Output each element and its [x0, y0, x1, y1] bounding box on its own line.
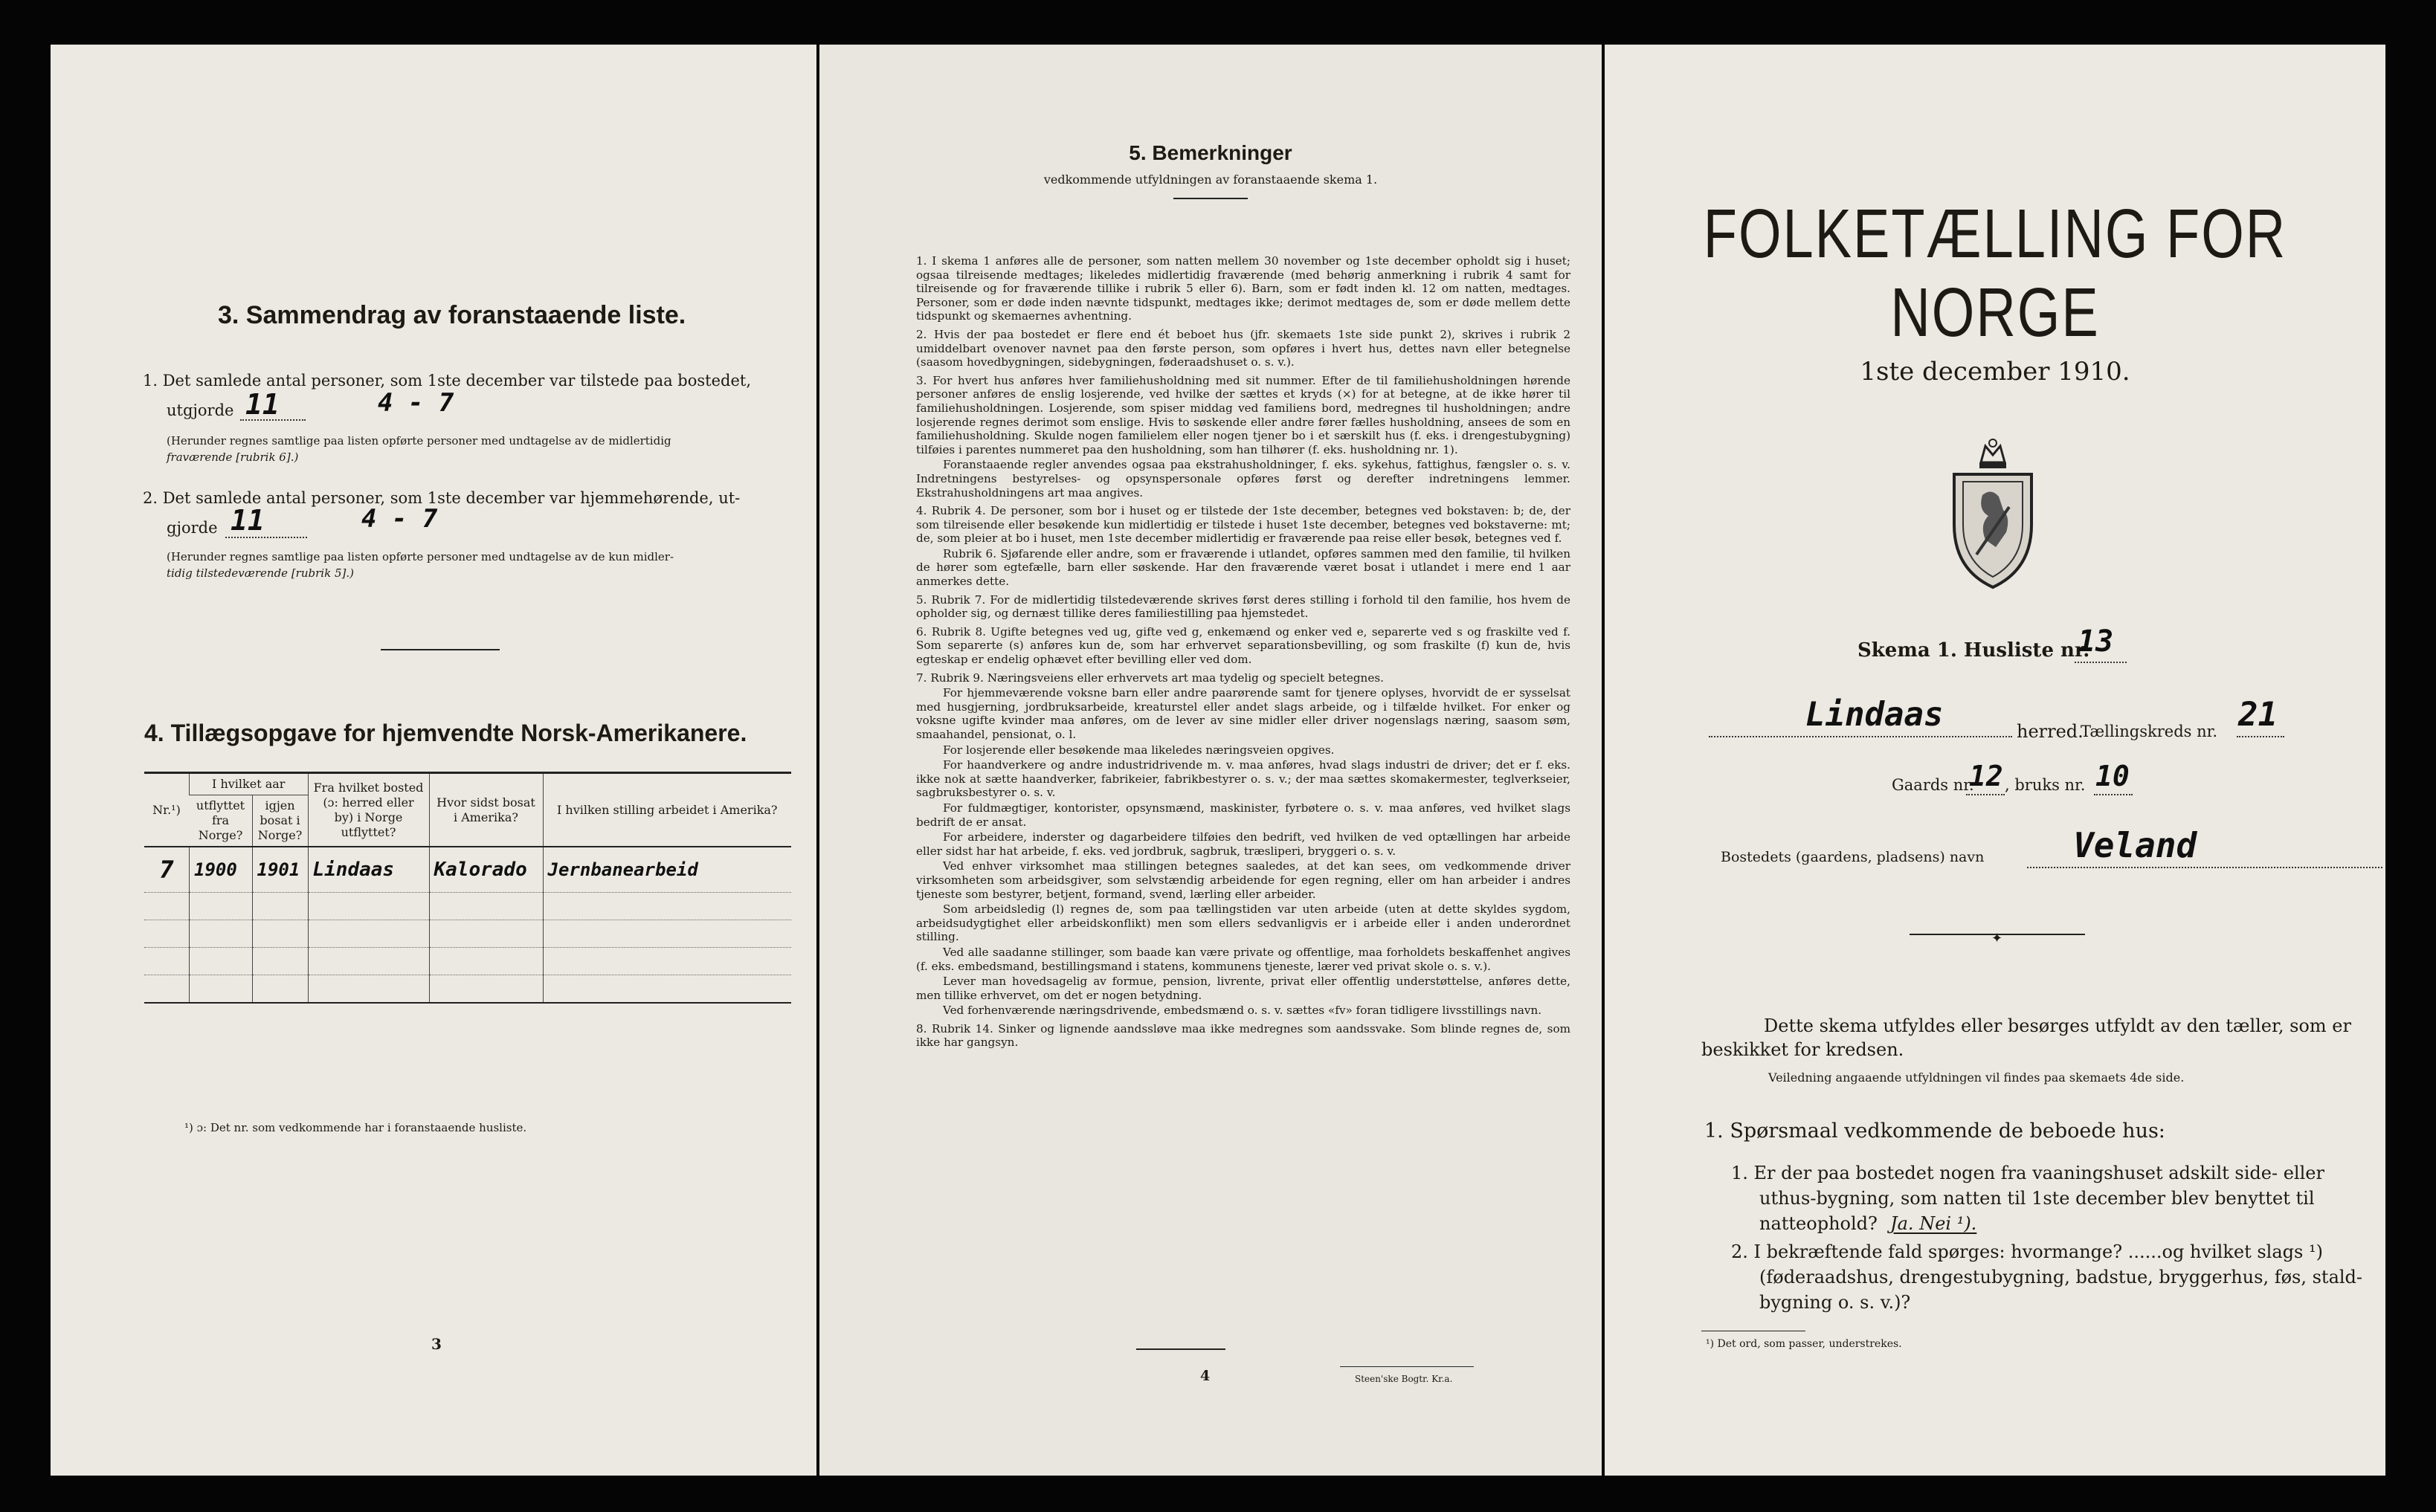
remark-paragraph: 2. Hvis der paa bostedet er flere end ét beboet hus (jfr. skemaets 1ste side punkt 2), skrives i rubrik 2 umiddelbart ovenover navnet paa den første person, som opføres i hvert hus, dettes navn eller betegnelse (saasom hovedbygningen, sidebygningen, føderaadshuset o. s. v.).	[916, 327, 1570, 369]
remark-paragraph: 4. Rubrik 4. De personer, som bor i huset og er tilstede der 1ste december, betegnes ved bokstaven: b; de, der som tilreisende eller besøkende kun midlertidig er tilstede i huset 1ste december, betegnes ved bokstaverne: mt; de, som pleier at bo i huset, men 1ste december midlertidig er fraværende paa reise eller besøk, betegnes ved f.	[916, 504, 1570, 546]
remarks-title: 5. Bemerkninger	[1129, 141, 1292, 164]
item-2-note-a: (Herunder regnes samtlige paa listen opførte personer med undtagelse av de kun midler-	[167, 550, 674, 563]
page-right	[1605, 45, 2385, 1476]
remark-paragraph: 5. Rubrik 7. For de midlertidig tilstedeværende skrives først deres stilling i forhold til den familie, hos hvem de opholder sig, og dernæst tillike deres familiestilling paa hjemstedet.	[916, 592, 1570, 621]
divider	[381, 649, 500, 650]
remark-paragraph: For hjemmeværende voksne barn eller andre paarørende samt for tjenere oplyses, hvorvidt de er sysselsat med husgjerning, jordbruksarbeide, kreaturstel eller andet slags arbeide, og i tilfælde hvilket. For enker og voksne ugifte kvinder maa anføres, om de lever av sine midler eller driver nogenslags næring, saasom søm, smaahandel, pensionat, o. l.	[916, 686, 1570, 741]
item-1-value: 11	[245, 388, 280, 421]
question-1-answer: Ja. Nei ¹).	[1890, 1213, 1977, 1234]
remark-paragraph: Som arbeidsledig (l) regnes de, som paa tællingstiden var uten arbeide (uten at dette skyldes sygdom, arbeidsudygtighet eller arbeidskonflikt) men som ellers sedvanligvis er i arbeide eller i anden underordnet stilling.	[916, 902, 1570, 944]
page-number-3: 3	[431, 1335, 442, 1353]
col-utflyttet: utflyttet fra Norge?	[196, 798, 245, 842]
remark-paragraph: 8. Rubrik 14. Sinker og lignende aandssløve maa ikke medregnes som aandssvake. Som blinde regnes de, som ikke har gangsyn.	[916, 1021, 1570, 1050]
remark-paragraph: 6. Rubrik 8. Ugifte betegnes ved ug, gifte ved g, enkemænd og enker ved e, separerte ved s og fraskilte ved f. Som separerte (s) anføres kun de, som har erhvervet separationsbevilling, og som fraskilte (f) kun de, hvis egteskap er endelig ophævet efter bevilling eller ved dom.	[916, 624, 1570, 667]
item-2-value: 11	[231, 504, 265, 537]
bruks-label: , bruks nr.	[2005, 776, 2086, 794]
remark-paragraph: 1. I skema 1 anføres alle de personer, som natten mellem 30 november og 1ste december opholdt sig i huset; ogsaa tilreisende medtages; likeledes midlertidig fraværende (med behørig anmerkning i rubrik 4 samt for tilreisende og for fraværende tillike i rubrik 5 eller 6). Barn, som er født inden kl. 12 om natten, medtages. Personer, som er døde inden nævnte tidspunkt, medtages ikke; derimot medtages de, som er døde mellem dette tidspunkt og skemaernes avhentning.	[916, 254, 1570, 323]
end-rule	[1136, 1348, 1225, 1350]
remark-paragraph: For losjerende eller besøkende maa likeledes næringsveien opgives.	[943, 743, 1335, 757]
bosted-value: Veland	[2073, 825, 2197, 865]
remark-paragraph: Lever man hovedsagelig av formue, pension, livrente, privat eller offentlig understøttelse, anføres dette, men tillike erhvervet, om det er nogen betydning.	[916, 975, 1570, 1002]
remarks-subtitle: vedkommende utfyldningen av foranstaaende skema 1.	[1043, 172, 1378, 187]
herred-label: herred.	[2017, 721, 2084, 742]
col-group-year: I hvilket aar	[190, 773, 309, 795]
table-row	[144, 847, 791, 893]
ornament-icon: ✦	[1991, 931, 2003, 946]
husliste-nr: 13	[2078, 624, 2114, 659]
coat-of-arms-icon	[1947, 436, 2039, 592]
veiledning-note: Veiledning angaaende utfyldningen vil findes paa skemaets 4de side.	[1768, 1070, 2185, 1085]
question-2-line-1: 2. I bekræftende fald spørges: hvormange? ......og hvilket slags ¹)	[1731, 1241, 2323, 1262]
question-2-line-3: bygning o. s. v.)?	[1759, 1292, 1911, 1313]
intro-line-1: Dette skema utfyldes eller besørges utfyldt av den tæller, som er	[1764, 1015, 2351, 1036]
question-1-line-1: 1. Er der paa bostedet nogen fra vaaningshuset adskilt side- eller	[1731, 1163, 2324, 1183]
remark-paragraph: Ved enhver virksomhet maa stillingen betegnes saaledes, at det kan sees, om vedkommende driver virksomheten som arbeidsgiver, som selvstændig arbeidende for egen regning, eller om han arbeider i andres tjeneste som bestyrer, betjent, formand, svend, lærling eller arbeider.	[916, 859, 1570, 901]
item-2-note-b: tidig tilstedeværende [rubrik 5].)	[167, 566, 354, 580]
remark-paragraph: 3. For hvert hus anføres hver familiehusholdning med sit nummer. Efter de til familiehusholdningen hørende personer anføres de enslig losjerende, ved hvilke der sættes et kryds (×) for at betegne, at de ikke hører til familiehusholdningen. Losjerende, som spiser middag ved familiens bord, medregnes til husholdningen; andre losjerende regnes derimot som enslige. Hvis to søskende eller andre fører fælles husholdning, ansees de som en familiehusholdning. Skulde nogen familielem eller nogen tjener bo i et særskilt hus (f. eks. i drengestubygning) tilføies i parentes nummeret paa den husholdning, som han tilhører (f. eks. husholdning nr. 1).	[916, 373, 1570, 456]
question-1-line-3: natteophold?	[1759, 1213, 1878, 1234]
table-footnote: ¹) ɔ: Det nr. som vedkommende har i foranstaaende husliste.	[184, 1121, 527, 1134]
item-1-extra: 4 - 7	[378, 388, 454, 418]
item-1-note-b: fraværende [rubrik 6].)	[167, 450, 299, 464]
gaards-value: 12	[1969, 760, 2003, 792]
remarks-body	[916, 254, 1570, 1054]
title-rule	[1173, 198, 1248, 199]
question-1-line-2: uthus-bygning, som natten til 1ste december blev benyttet til	[1759, 1188, 2315, 1209]
kreds-value: 21	[2238, 696, 2278, 734]
census-date: 1ste december 1910.	[1860, 357, 2130, 387]
bosted-label: Bostedets (gaardens, pladsens) navn	[1721, 849, 1985, 865]
summary-item-1: 1. Det samlede antal personer, som 1ste december var tilstede paa bostedet,	[143, 372, 752, 390]
col-igjen: igjen bosat i Norge?	[252, 795, 308, 847]
census-title: FOLKETÆLLING FOR NORGE	[1703, 195, 2287, 351]
cell-utflyttet: 1900	[190, 847, 253, 893]
question-2-line-2: (føderaadshus, drengestubygning, badstue, bryggerhus, føs, stald-	[1759, 1267, 2363, 1288]
printer-imprint: Steen'ske Bogtr. Kr.a.	[1355, 1374, 1453, 1384]
page-middle	[819, 45, 1602, 1476]
remark-paragraph: Ved forhenværende næringsdrivende, embedsmænd o. s. v. sættes «fv» foran tidligere livsstillings navn.	[943, 1004, 1542, 1018]
remark-paragraph: For fuldmægtiger, kontorister, opsynsmænd, maskinister, fyrbøtere o. s. v. maa anføres, ved hvilket slags bedrift de er ansat.	[916, 801, 1570, 829]
kreds-label: Tællingskreds nr.	[2081, 723, 2218, 740]
table-row-empty	[144, 920, 791, 948]
remark-paragraph: For haandverkere og andre industridrivende m. v. maa anføres, hvad slags industri de driver; det er f. eks. ikke nok at sætte haandverker, fabrikeier, fabrikbestyrer o. s. v.; der maa sættes skomakermester, teglverkseier, sagbruksbestyrer o. s. v.	[916, 758, 1570, 800]
remark-paragraph: Rubrik 6. Sjøfarende eller andre, som er fraværende i utlandet, opføres sammen med den familie, til hvilken de hører som egtefælle, barn eller søskende. Har den fraværende været bosat i utlandet i mere end 1 aar anmerkes dette.	[916, 546, 1570, 589]
item-1-lead: utgjorde	[167, 401, 234, 419]
item-2-extra: 4 - 7	[361, 504, 438, 534]
table-row-empty	[144, 893, 791, 920]
cell-nr: 7	[144, 847, 190, 893]
remark-paragraph: Foranstaaende regler anvendes ogsaa paa ekstrahusholdninger, f. eks. sykehus, fattighus, fængsler o. s. v. Indretningens bestyrelses- og opsynspersonale opføres først og derefter indretningens lemmer. Ekstrahusholdningens art maa angives.	[916, 458, 1570, 500]
herred-value: Lindaas	[1805, 696, 1944, 734]
section-4-title: 4. Tillægsopgave for hjemvendte Norsk-Amerikanere.	[144, 720, 747, 746]
item-1-note-a: (Herunder regnes samtlige paa listen opførte personer med undtagelse av de midlertidig	[167, 434, 671, 448]
skema-label: Skema 1. Husliste nr.	[1857, 639, 2090, 662]
cell-hvor: Kalorado	[429, 847, 543, 893]
remark-paragraph: Ved alle saadanne stillinger, som baade kan være private og offentlige, maa forholdets beskaffenhet angives (f. eks. embedsmand, bestillingsmand i statens, kommunens tjeneste, lærer ved privat skole o. s. v.).	[916, 945, 1570, 973]
table-row-empty	[144, 948, 791, 975]
col-fra: Fra hvilket bosted (ɔ: herred eller by) i Norge utflyttet?	[308, 773, 429, 847]
gaards-label: Gaards nr.	[1892, 776, 1974, 794]
cell-stilling: Jernbanearbeid	[543, 847, 791, 893]
col-stilling: I hvilken stilling arbeidet i Amerika?	[543, 773, 791, 847]
item-2-lead: gjorde	[167, 519, 218, 537]
printer-rule	[1340, 1366, 1474, 1367]
col-hvor: Hvor sidst bosat i Amerika?	[429, 773, 543, 847]
col-nr: Nr.¹)	[144, 773, 190, 847]
cell-fra: Lindaas	[308, 847, 429, 893]
page-number-4: 4	[1200, 1368, 1211, 1384]
page-left	[51, 45, 816, 1476]
remark-paragraph: 7. Rubrik 9. Næringsveiens eller erhvervets art maa tydelig og specielt betegnes.	[916, 671, 1384, 685]
summary-item-2: 2. Det samlede antal personer, som 1ste december var hjemmehørende, ut-	[143, 489, 741, 507]
section-3-title: 3. Sammendrag av foranstaaende liste.	[218, 301, 686, 329]
remark-paragraph: For arbeidere, inderster og dagarbeidere tilføies den bedrift, ved hvilken de ved optællingen har arbeide eller sidst har hat arbeide, f. eks. ved jordbruk, sagbruk, træsliperi, bryggeri o. s. v.	[916, 830, 1570, 858]
norsk-amerikanere-table	[144, 772, 791, 1004]
bruks-value: 10	[2095, 760, 2130, 792]
questions-heading: 1. Spørsmaal vedkommende de beboede hus:	[1704, 1120, 2165, 1143]
cell-igjen: 1901	[252, 847, 308, 893]
table-row-empty	[144, 975, 791, 1004]
page-3-footnote: ¹) Det ord, som passer, understrekes.	[1706, 1338, 1902, 1350]
intro-line-2: beskikket for kredsen.	[1701, 1039, 1904, 1060]
